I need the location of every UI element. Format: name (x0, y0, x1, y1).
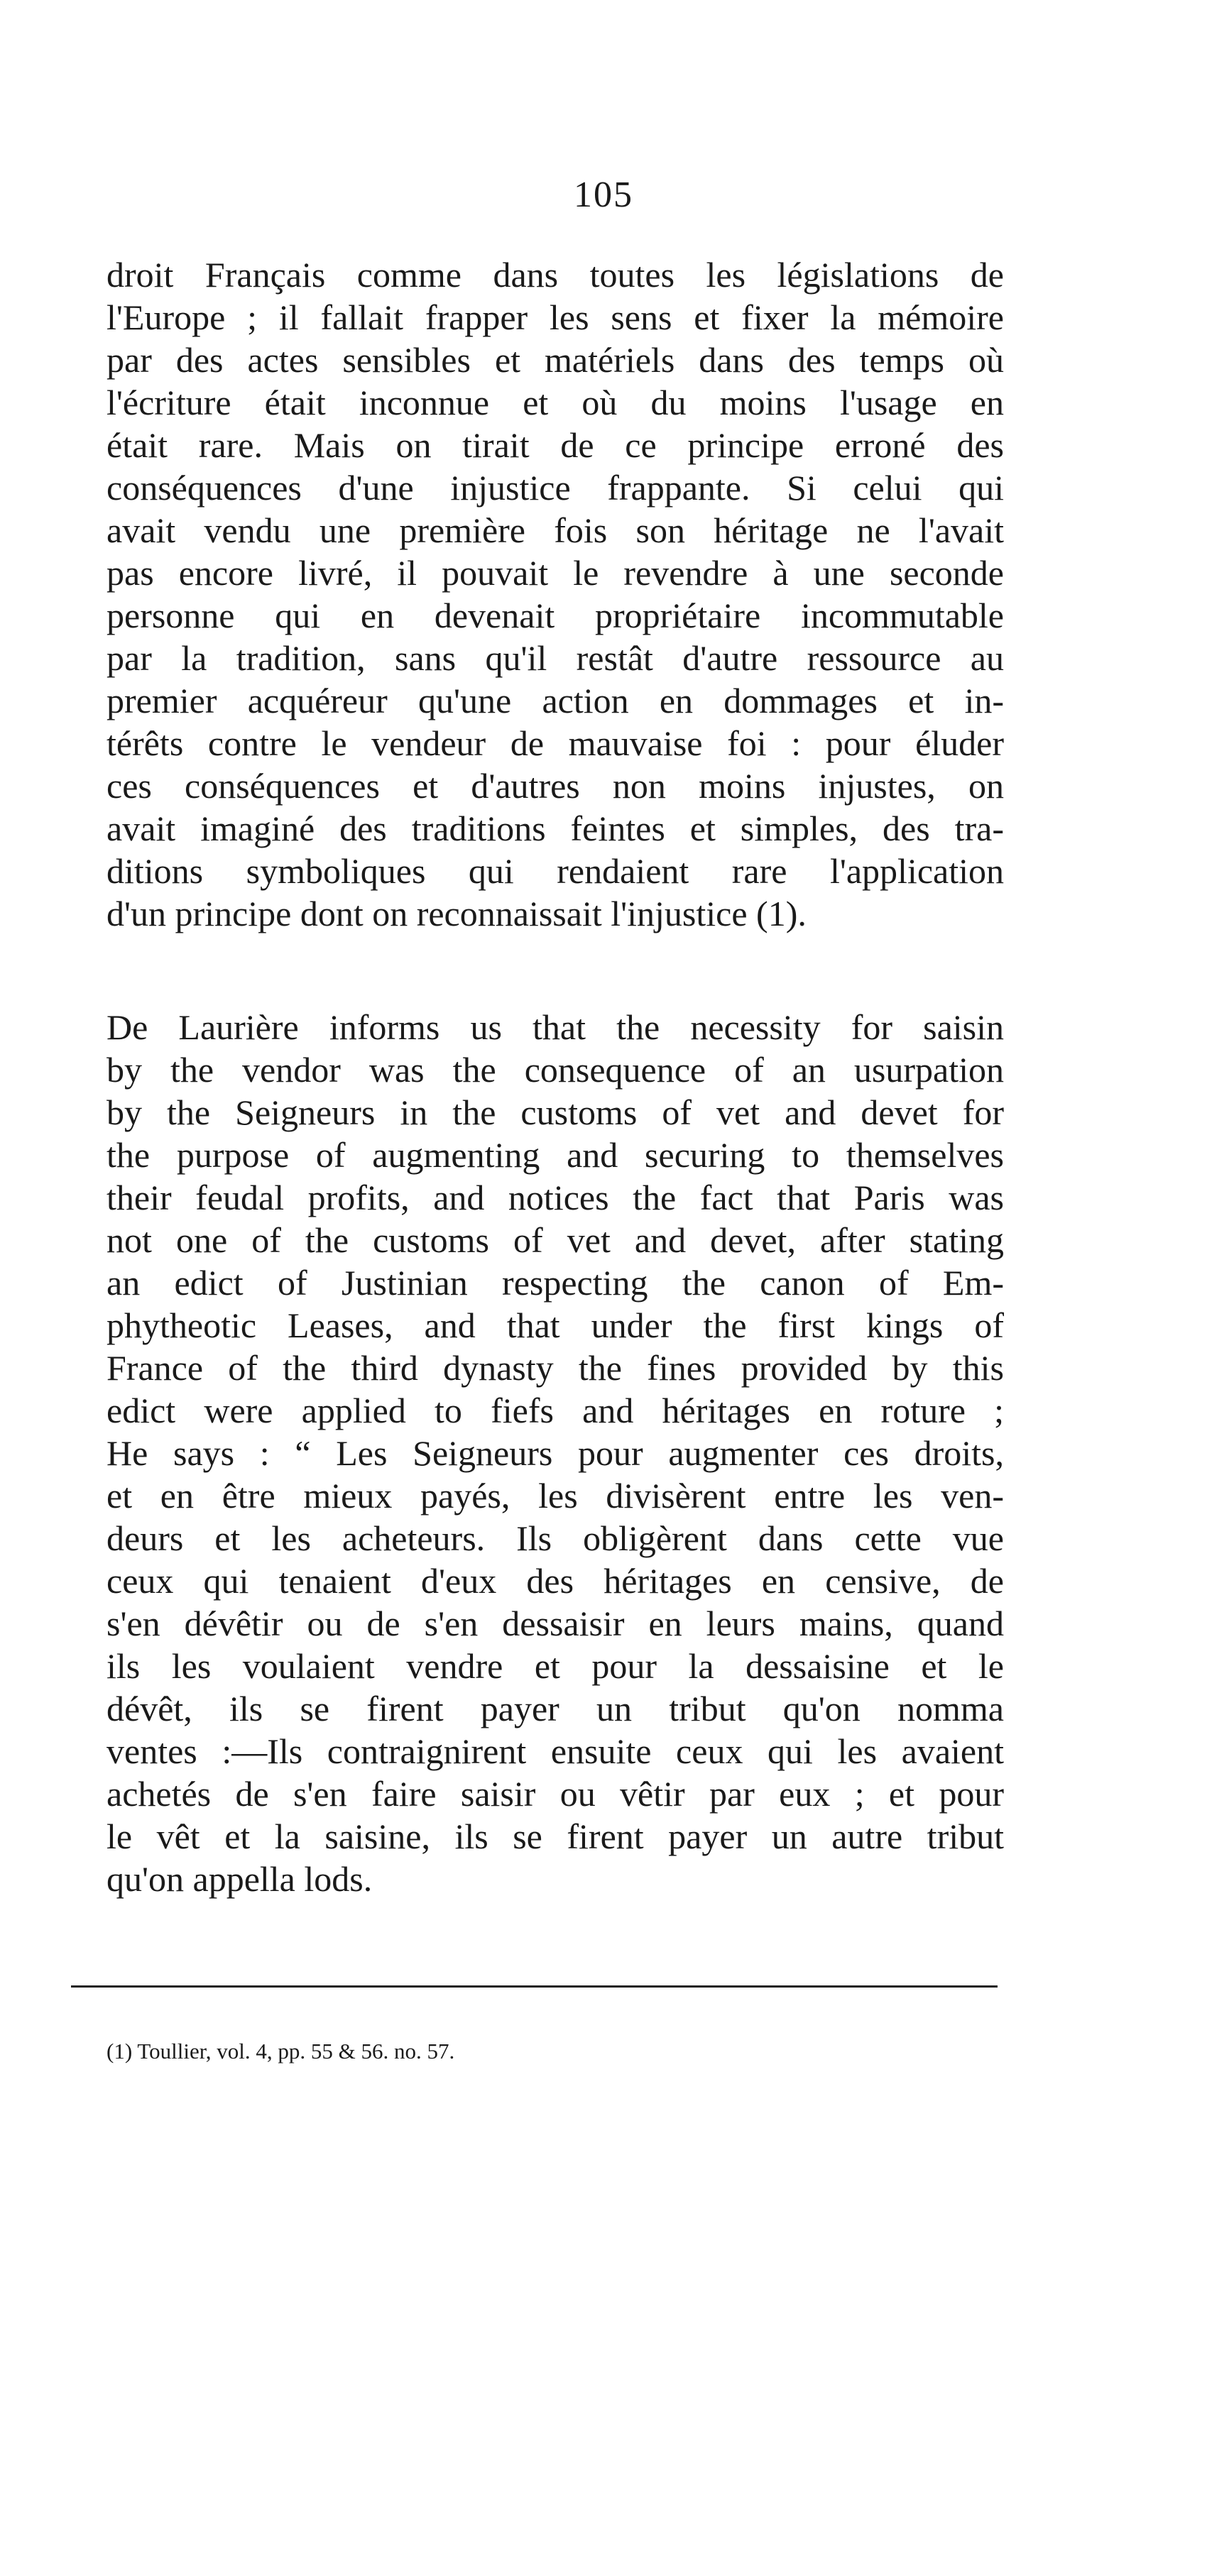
paragraph-line: the purpose of augmenting and securing to themselves (106, 1135, 1004, 1175)
paragraph-line: conséquences d'une injustice frappante. Si celui qui (106, 468, 1004, 508)
paragraph-line: térêts contre le vendeur de mauvaise foi : pour éluder (106, 723, 1004, 763)
paragraph-line: pas encore livré, il pouvait le revendre à une seconde (106, 553, 1004, 593)
paragraph-line: their feudal profits, and notices the fact that Paris was (106, 1178, 1004, 1217)
paragraph-line: avait vendu une première fois son héritage ne l'avait (106, 510, 1004, 550)
paragraph-line: qu'on appella lods. (106, 1859, 373, 1899)
paragraph-line: droit Français comme dans toutes les législations de (106, 255, 1004, 295)
paragraph-line: by the Seigneurs in the customs of vet and devet for (106, 1092, 1004, 1132)
paragraph-line: l'écriture était inconnue et où du moins l'usage en (106, 383, 1004, 422)
paragraph-line: not one of the customs of vet and devet, after stating (106, 1220, 1004, 1260)
paragraph-line: ventes :—Ils contraignirent ensuite ceux qui les avaient (106, 1731, 1004, 1771)
paragraph-line: edict were applied to fiefs and héritages en roture ; (106, 1391, 1004, 1430)
paragraph-line: De Laurière informs us that the necessity for saisin (106, 1007, 1004, 1047)
page-number: 105 (574, 175, 633, 215)
paragraph-line: ditions symboliques qui rendaient rare l'application (106, 851, 1004, 891)
paragraph-line: He says : “ Les Seigneurs pour augmenter ces droits, (106, 1433, 1004, 1473)
paragraph-line: deurs et les acheteurs. Ils obligèrent dans cette vue (106, 1518, 1004, 1558)
paragraph-line: ils les voulaient vendre et pour la dessaisine et le (106, 1646, 1004, 1686)
paragraph-line: et en être mieux payés, les divisèrent entre les ven- (106, 1476, 1004, 1516)
paragraph-line: premier acquéreur qu'une action en dommages et in- (106, 681, 1004, 720)
paragraph-line: ceux qui tenaient d'eux des héritages en censive, de (106, 1561, 1004, 1601)
paragraph-line: par la tradition, sans qu'il restât d'autre ressource au (106, 638, 1004, 678)
paragraph-line: dévêt, ils se firent payer un tribut qu'on nomma (106, 1689, 1004, 1728)
paragraph-line: phytheotic Leases, and that under the first kings of (106, 1305, 1004, 1345)
paragraph-line: ces conséquences et d'autres non moins injustes, on (106, 766, 1004, 806)
paragraph-line: by the vendor was the consequence of an usurpation (106, 1050, 1004, 1090)
paragraph-line: l'Europe ; il fallait frapper les sens et fixer la mémoire (106, 297, 1004, 337)
paragraph-line: personne qui en devenait propriétaire incommutable (106, 596, 1004, 635)
paragraph-line: an edict of Justinian respecting the canon of Em- (106, 1263, 1004, 1303)
footnote: (1) Toullier, vol. 4, pp. 55 & 56. no. 57. (106, 2039, 455, 2063)
paragraph-line: France of the third dynasty the fines provided by this (106, 1348, 1004, 1388)
paragraph-line: d'un principe dont on reconnaissait l'injustice (1). (106, 894, 807, 933)
footnote-divider (71, 1985, 998, 1988)
paragraph-line: avait imaginé des traditions feintes et simples, des tra- (106, 809, 1004, 848)
paragraph-line: par des actes sensibles et matériels dans des temps où (106, 340, 1004, 380)
paragraph-line: le vêt et la saisine, ils se firent payer un autre tribut (106, 1816, 1004, 1856)
paragraph-line: achetés de s'en faire saisir ou vêtir par eux ; et pour (106, 1774, 1004, 1814)
paragraph-line: s'en dévêtir ou de s'en dessaisir en leurs mains, quand (106, 1604, 1004, 1643)
paragraph-line: était rare. Mais on tirait de ce principe erroné des (106, 425, 1004, 465)
